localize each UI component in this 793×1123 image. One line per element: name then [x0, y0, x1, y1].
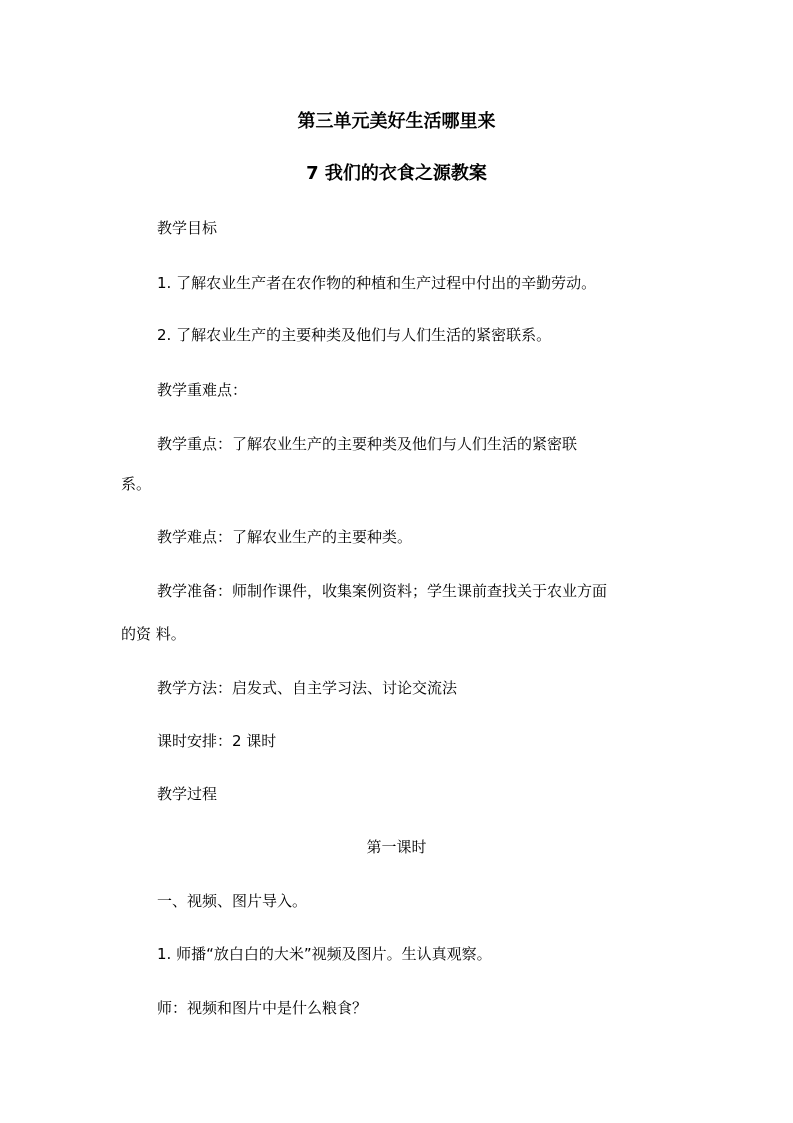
- process-heading: 教学过程: [157, 785, 218, 803]
- preparation-line-1: 教学准备：师制作课件，收集案例资料；学生课前查找关于农业方面: [157, 582, 608, 600]
- unit-title: 第三单元美好生活哪里来: [297, 111, 496, 132]
- objective-2: 2. 了解农业生产的主要种类及他们与人们生活的紧密联系。: [157, 326, 552, 344]
- key-point-line-2: 系。: [121, 475, 152, 493]
- difficult-point: 教学难点：了解农业生产的主要种类。: [157, 528, 413, 546]
- teaching-methods: 教学方法：启发式、自主学习法、讨论交流法: [157, 679, 458, 697]
- lesson-one-heading: 第一课时: [366, 838, 427, 856]
- objective-1: 1. 了解农业生产者在农作物的种植和生产过程中付出的辛勤劳动。: [157, 274, 597, 292]
- lesson-title: 7 我们的衣食之源教案: [306, 163, 487, 184]
- key-difficult-heading: 教学重难点：: [157, 381, 248, 399]
- key-point-line-1: 教学重点：了解农业生产的主要种类及他们与人们生活的紧密联: [157, 435, 578, 453]
- step-one-item-1: 1. 师播“放白白的大米”视频及图片。生认真观察。: [157, 945, 492, 963]
- preparation-line-2: 的资 料。: [121, 625, 186, 643]
- teacher-question: 师：视频和图片中是什么粮食？: [157, 999, 368, 1017]
- class-schedule: 课时安排：2 课时: [157, 732, 277, 750]
- objectives-heading: 教学目标: [157, 219, 218, 237]
- step-one: 一、视频、图片导入。: [157, 892, 308, 910]
